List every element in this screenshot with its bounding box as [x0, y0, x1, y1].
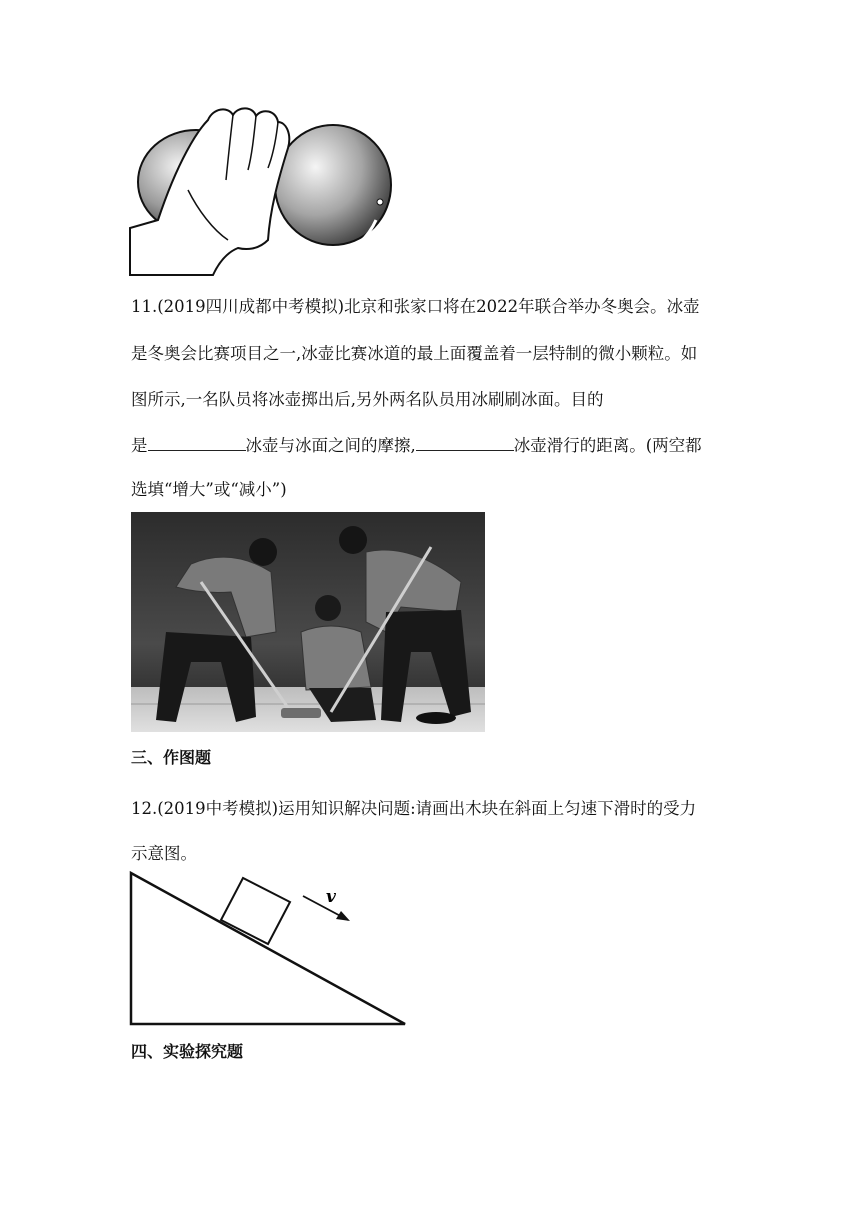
curling-photo	[131, 512, 485, 732]
q12-line-2: 示意图。	[131, 844, 197, 863]
velocity-label: v	[326, 887, 336, 907]
q11-line-4-suffix: 冰壶滑行的距离。(两空都	[513, 436, 702, 455]
q11-line-4	[131, 434, 702, 457]
incline-diagram	[128, 868, 413, 1030]
wooden-block	[221, 878, 290, 944]
section-3-heading: 三、作图题	[131, 748, 212, 767]
answer-blank-2[interactable]	[416, 434, 514, 451]
q11-line-4-prefix: 是	[131, 436, 148, 455]
answer-blank-1[interactable]	[148, 434, 246, 451]
balloon-hand-figure	[128, 100, 398, 280]
q11-line-1: 11.(2019四川成都中考模拟)北京和张家口将在2022年联合举办冬奥会。冰壶	[131, 297, 700, 316]
q12-line-1: 12.(2019中考模拟)运用知识解决问题:请画出木块在斜面上匀速下滑时的受力	[131, 799, 697, 818]
section-4-heading: 四、实验探究题	[131, 1042, 244, 1061]
q11-line-3: 图所示,一名队员将冰壶掷出后,另外两名队员用冰刷刷冰面。目的	[131, 390, 604, 409]
q11-line-5: 选填“增大”或“减小”)	[131, 480, 287, 499]
q11-line-4-mid: 冰壶与冰面之间的摩擦,	[245, 436, 416, 455]
q11-line-2: 是冬奥会比赛项目之一,冰壶比赛冰道的最上面覆盖着一层特制的微小颗粒。如	[131, 344, 698, 363]
